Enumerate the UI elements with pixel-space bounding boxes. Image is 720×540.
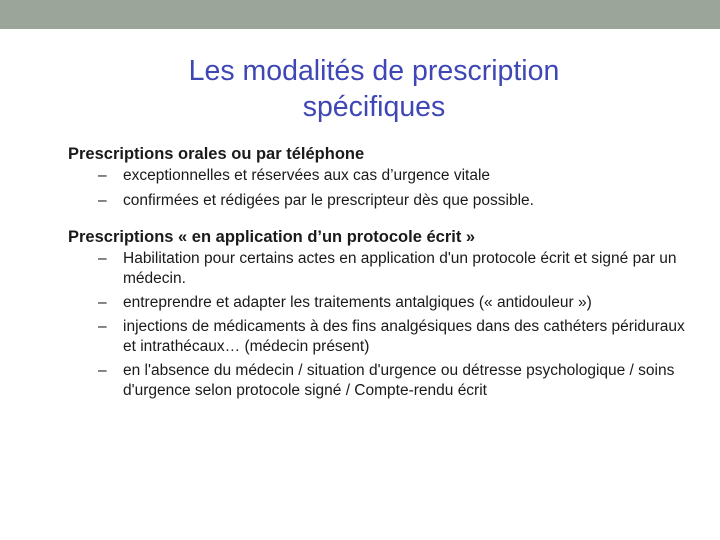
bullet-text: injections de médicaments à des fins analgésiques dans des cathéters périduraux et intrathécaux… (médecin présent)	[123, 318, 685, 355]
bullet-item	[68, 166, 688, 186]
bullet-list	[68, 166, 688, 211]
section-protocol-prescriptions	[68, 227, 688, 401]
slide-title-line1: Les modalités de prescription	[188, 55, 560, 87]
dash-marker: –	[98, 362, 107, 379]
slide-title	[0, 53, 720, 125]
section-heading: Prescriptions « en application d’un protocole écrit »	[68, 228, 476, 246]
bullet-item	[68, 191, 688, 211]
bullet-list	[68, 249, 688, 401]
dash-marker: –	[98, 294, 107, 311]
bullet-item	[68, 361, 688, 401]
bullet-text: entreprendre et adapter les traitements antalgiques (« antidouleur »)	[123, 294, 592, 311]
section-oral-prescriptions	[68, 144, 688, 211]
bullet-text: confirmées et rédigées par le prescripteur dès que possible.	[123, 192, 534, 209]
slide-title-line2: spécifiques	[302, 91, 446, 123]
dash-marker: –	[98, 250, 107, 267]
bullet-text: exceptionnelles et réservées aux cas d’urgence vitale	[123, 167, 491, 184]
bullet-item	[68, 249, 688, 289]
bullet-text: en l'absence du médecin / situation d'urgence ou détresse psychologique / soins d'urgence selon protocole signé / Compte-rendu écrit	[123, 362, 675, 399]
dash-marker: –	[98, 192, 107, 209]
section-heading: Prescriptions orales ou par téléphone	[68, 145, 365, 163]
slide-content	[68, 144, 688, 405]
bullet-item	[68, 293, 688, 313]
bullet-item	[68, 317, 688, 357]
top-bar	[0, 0, 720, 29]
dash-marker: –	[98, 318, 107, 335]
bullet-text: Habilitation pour certains actes en application d'un protocole écrit et signé par un médecin.	[123, 250, 677, 287]
dash-marker: –	[98, 167, 107, 184]
